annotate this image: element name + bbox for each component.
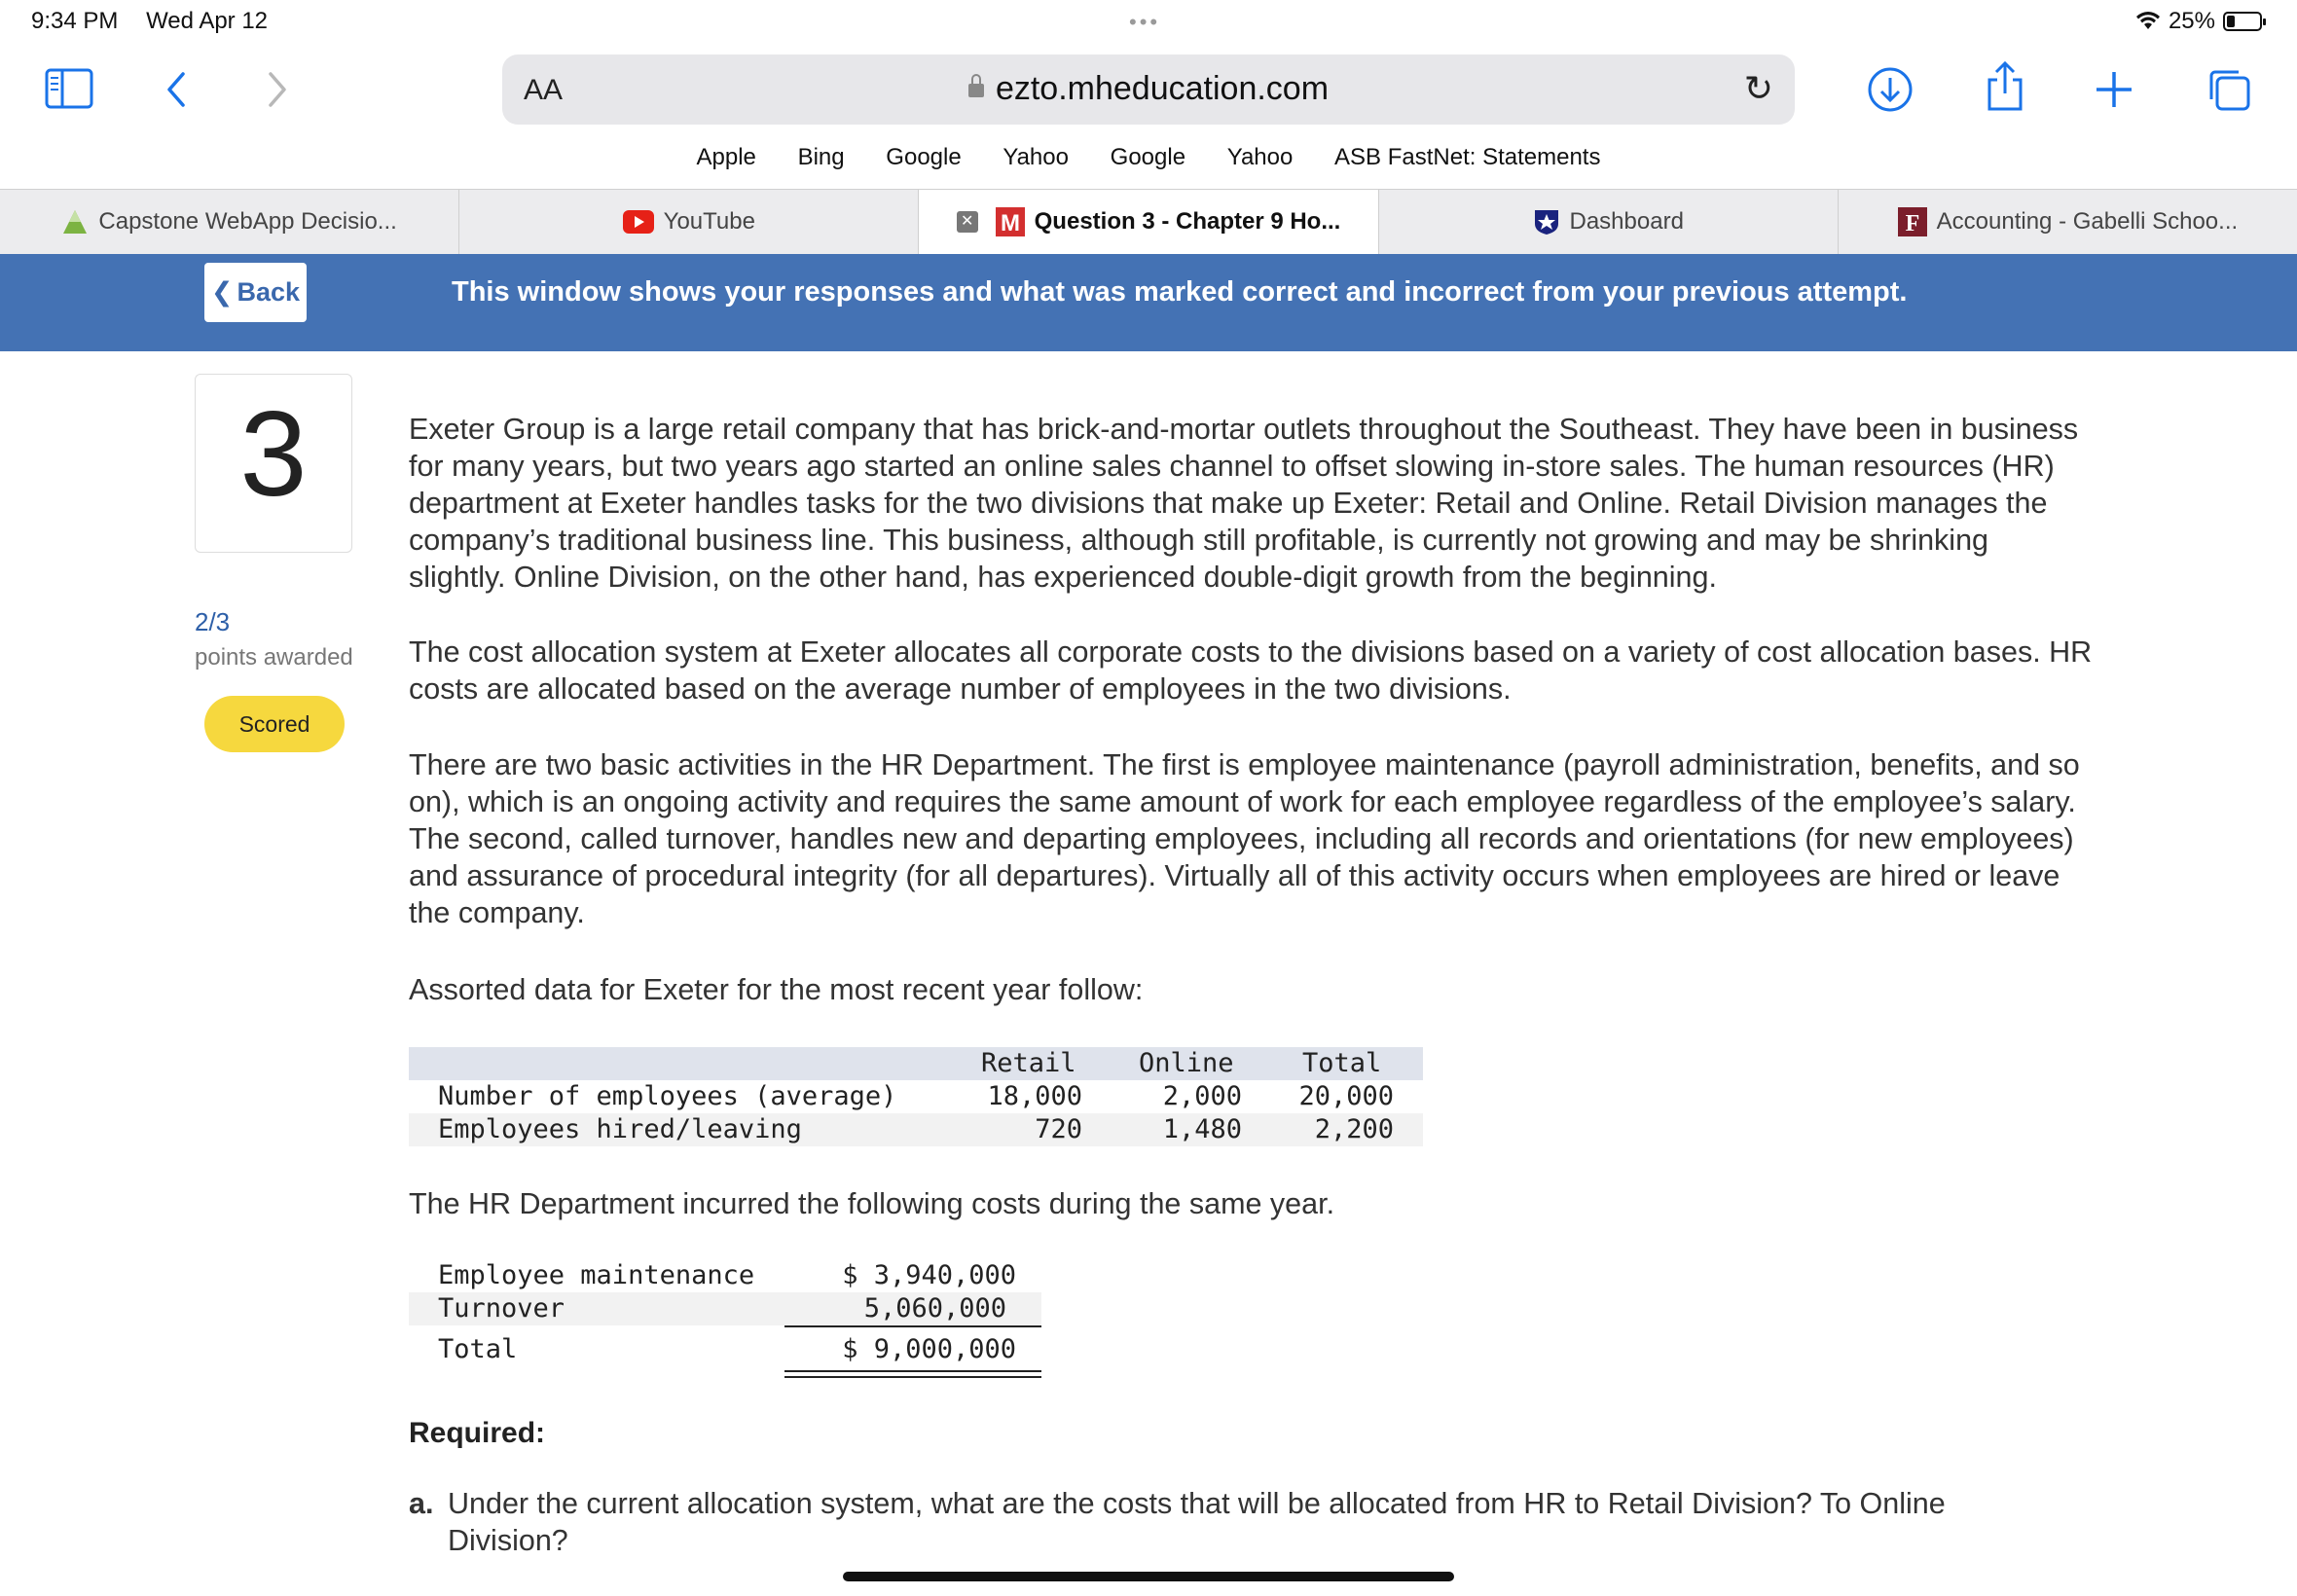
share-icon[interactable] — [1984, 60, 2026, 113]
table-row — [409, 1080, 1423, 1113]
question-paragraph: The cost allocation system at Exeter allocates all corporate costs to the divisions based on a variety of cost allocation bases. HR costs are allocated based on the average number of employees in the two divisions. — [409, 635, 2093, 706]
battery-icon — [2223, 12, 2262, 31]
online-value: 2,000 — [1162, 1081, 1242, 1111]
part-a-text: Under the current allocation system, what are the costs that will be allocated from HR to Retail Division? To Online Division? — [448, 1487, 1946, 1557]
table-header-row — [409, 1047, 1423, 1080]
reload-icon[interactable]: ↻ — [1743, 68, 1773, 108]
bookmark-yahoo[interactable]: Yahoo — [1003, 144, 1069, 170]
employee-data-table — [409, 1047, 1423, 1146]
tab-capstone[interactable]: Capstone WebApp Decisio... — [0, 190, 459, 254]
cost-label: Turnover — [438, 1293, 565, 1324]
youtube-icon — [623, 210, 654, 234]
subtotal-rule — [784, 1325, 1041, 1327]
table-row — [409, 1292, 1041, 1325]
header-total: Total — [1302, 1048, 1382, 1078]
svg-text:F: F — [1905, 211, 1919, 236]
url-text[interactable]: ezto.mheducation.com — [502, 70, 1795, 108]
sidebar-icon[interactable] — [45, 68, 93, 109]
text-size-button[interactable]: AA — [524, 74, 564, 106]
mcgraw-icon — [996, 207, 1025, 236]
battery-percent: 25% — [2168, 8, 2215, 34]
header-online: Online — [1139, 1048, 1234, 1078]
points-awarded-label: points awarded — [195, 644, 353, 671]
banner-message: This window shows your responses and what was marked correct and incorrect from your previous attempt. — [452, 276, 1908, 308]
question-paragraph: The HR Department incurred the following costs during the same year. — [409, 1187, 1335, 1220]
question-paragraph: Assorted data for Exeter for the most recent year follow: — [409, 973, 1144, 1006]
star-shield-icon — [1533, 208, 1560, 236]
question-paragraph: Exeter Group is a large retail company that has brick-and-mortar outlets throughout the Southeast. They have been in business for many years, but two years ago started an online sales channel to offset slowing in-store sales. The human resources (HR) department at Exeter handles tasks for the two divisions that make up Exeter: Retail and Online. Retail Division manages the company’s traditional business line. This business, although still profitable, is currently not growing and may be shrinking slightly. Online Division, on the other hand, has experienced double-digit growth from the beginning. — [409, 413, 2079, 594]
part-a-letter: a. — [409, 1487, 434, 1520]
scored-badge: Scored — [204, 696, 345, 752]
status-date: Wed Apr 12 — [146, 8, 269, 34]
required-heading: Required: — [409, 1417, 546, 1449]
points-awarded: 2/3 — [195, 607, 231, 636]
multitask-dots-icon[interactable]: ••• — [1129, 10, 1161, 34]
new-tab-plus-icon[interactable] — [2093, 68, 2135, 111]
tab-dashboard[interactable]: Dashboard — [1379, 190, 1839, 254]
total-value: 2,200 — [1314, 1114, 1394, 1144]
fordham-icon — [1898, 207, 1927, 236]
bookmark-google[interactable]: Google — [886, 144, 962, 170]
capstone-icon — [61, 208, 89, 236]
tab-question-3[interactable]: ✕ M Question 3 - Chapter 9 Ho... — [919, 190, 1378, 254]
download-icon[interactable] — [1867, 66, 1914, 113]
cost-value: $ 3,940,000 — [842, 1260, 1016, 1290]
cost-label: Employee maintenance — [438, 1260, 755, 1290]
online-value: 1,480 — [1162, 1114, 1242, 1144]
row-label: Employees hired/leaving — [438, 1114, 802, 1144]
status-bar-right — [2135, 8, 2262, 35]
hr-cost-table — [409, 1259, 1051, 1366]
question-number: 3 — [239, 387, 308, 522]
bookmark-yahoo-2[interactable]: Yahoo — [1226, 144, 1294, 170]
back-arrow-icon[interactable] — [164, 70, 189, 109]
bookmark-asb-fastnet[interactable]: ASB FastNet: Statements — [1334, 144, 1601, 170]
table-row — [409, 1113, 1423, 1146]
bookmark-apple[interactable]: Apple — [696, 144, 756, 170]
cost-label: Total — [438, 1334, 518, 1364]
close-tab-icon[interactable]: ✕ — [957, 211, 978, 233]
tab-youtube[interactable]: YouTube — [459, 190, 919, 254]
table-row — [409, 1333, 1051, 1366]
status-time: 9:34 PM — [31, 8, 119, 34]
header-retail: Retail — [981, 1048, 1076, 1078]
tab-accounting[interactable]: F Accounting - Gabelli Schoo... — [1839, 190, 2297, 254]
tab-overview-icon[interactable] — [2206, 66, 2252, 113]
bookmark-google-2[interactable]: Google — [1110, 144, 1186, 170]
bookmark-bing[interactable]: Bing — [797, 144, 845, 170]
forward-arrow-icon[interactable] — [265, 70, 290, 109]
total-value: 20,000 — [1298, 1081, 1394, 1111]
chevron-left-icon: ❮ — [210, 277, 234, 307]
retail-value: 18,000 — [987, 1081, 1082, 1111]
question-paragraph: There are two basic activities in the HR Department. The first is employee maintenance (payroll administration, benefits, and so on), which is an ongoing activity and requires the same amount of work for each employee regardless of the employee’s salary. The second, called turnover, handles new and departing employees, including all records and orientations (for new employees) and assurance of procedural integrity (for all departures). Virtually all of this activity occurs when employees are hired or leave the company. — [409, 748, 2080, 929]
cost-value: $ 9,000,000 — [842, 1334, 1016, 1364]
bookmarks-bar — [0, 144, 2297, 171]
retail-value: 720 — [1035, 1114, 1082, 1144]
back-button[interactable]: ❮ Back — [204, 263, 307, 322]
status-bar-left — [31, 8, 289, 35]
address-bar[interactable] — [502, 54, 1795, 125]
tab-bar — [0, 189, 2297, 255]
home-indicator[interactable] — [843, 1572, 1454, 1581]
svg-text:M: M — [1000, 210, 1020, 236]
lock-icon — [968, 84, 984, 97]
wifi-icon — [2135, 12, 2161, 31]
part-a-question — [409, 1485, 2063, 1559]
total-double-rule — [784, 1370, 1041, 1378]
table-row — [409, 1259, 1051, 1292]
cost-value: 5,060,000 — [863, 1293, 1006, 1324]
row-label: Number of employees (average) — [438, 1081, 897, 1111]
